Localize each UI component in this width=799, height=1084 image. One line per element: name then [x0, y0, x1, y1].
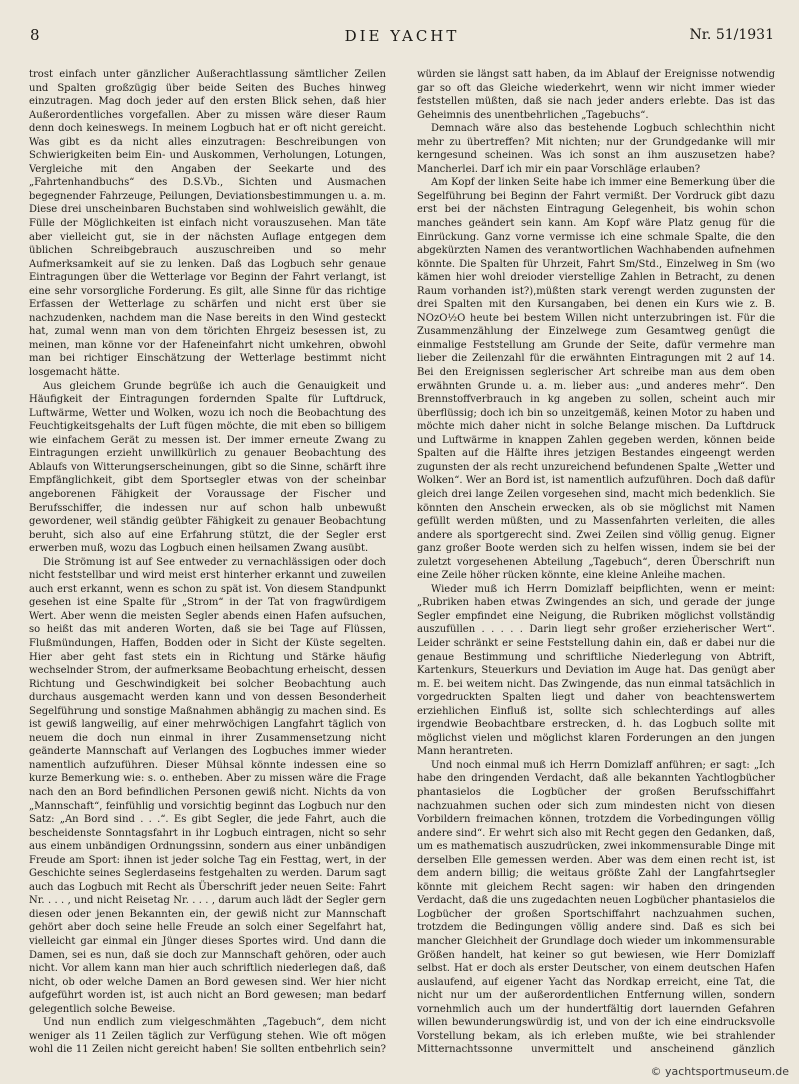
watermark: © yachtsportmuseum.de [650, 1065, 789, 1078]
paragraph: Die Strömung ist auf See entweder zu vernachlässigen oder doch nicht feststellbar und wird meist erst hinterher erkannt und zuweilen auch erst erkannt, wenn es schon zu spät ist. Von diesem Standpunkt gesehen ist eine Spalte für „Strom“ in der Tat von fragwürdigem Wert. Aber wenn die meisten Segler abends einen Hafen aufsuchen, so heißt das mit anderen Worten, daß sie bei Tage auf Flüssen, Flußmündungen, Haffen, Bodden oder in Sicht der Küste segelten. Hier aber geht fast stets ein in Richtung und Stärke häufig wechselnder Strom, der aufmerksame Beobachtung erheischt, dessen Richtung und Geschwindigkeit bei solcher Beobachtung auch durchaus ausgemacht werden kann und von dessen Besonderheit Segelführung und sonstige Maßnahmen abhängig zu machen sind. Es ist gewiß langweilig, auf einer mehrwöchigen Langfahrt täglich von neuem die doch nun einmal in ihrer Zusammensetzung nicht geänderte Mannschaft auf Verlangen des Logbuches immer wieder namentlich aufzuführen. Dieser Mühsal könnte indessen eine so kurze Bemerkung wie: s. o. entheben. Aber zu missen wäre die Frage nach den an Bord befindlichen Personen gewiß nicht. Nichts da von „Mannschaft“, feinfühlig und vorsichtig beginnt das Logbuch nur den Satz: „An Bord sind . . .“. Es gibt Segler, die jede Fahrt, auch die bescheidenste Sonntagsfahrt in ihr Logbuch eintragen, nicht so sehr aus einem unbändigen Ordnungssinn, sondern aus einer unbändigen Freude am Sport: ihnen ist jeder solche Tag ein Festtag, wert, in der Geschichte seines Seglerdaseins festgehalten zu werden. Darum sagt auch das Logbuch mit Recht als Überschrift jeder neuen Seite: Fahrt Nr. . . . , und nicht Reisetag Nr. . . . , darum auch lädt der Segler gern diesen oder jenen Bekannten ein, der gewiß nicht zur Mannschaft gehört aber doch seine helle Freude an solch einer Segelfahrt hat, vielleicht gar einmal ein Jünger dieses Sportes wird. Und dann die Damen, sei es nun, daß sie doch zur Mannschaft gehören, oder auch nicht. Vor allem kann man hier auch schriftlich niederlegen daß, daß nicht, ob oder welche Damen an Bord gewesen sind. Wer hier nicht aufgeführt worden ist, ist auch nicht an Bord gewesen; man bedarf gelegentlich solche Beweise. [29, 556, 386, 1015]
paragraph: Am Kopf der linken Seite habe ich immer eine Bemerkung über die Segelführung bei Beginn der Fahrt vermißt. Der Vordruck gibt dazu erst bei der nächsten Eintragung Gelegenheit, bis wohin schon manches geändert sein kann. Am Kopf wäre Platz genug für die Einrückung. Ganz vorne vermisse ich eine schmale Spalte, die den abgekürzten Namen des verantwortlichen Wachhabenden aufnehmen könnte. Die Spalten für Uhrzeit, Fahrt Sm/Std., Einzelweg in Sm (wo kämen hier wohl dreioder vierstellige Zahlen in Betracht, zu denen Raum vorhanden ist?),müßten stark verengt werden zugunsten der drei Spalten mit den Kursangaben, bei denen ein Kurs wie z. B. NOzO½O heute bei bestem Willen nicht unterzubringen ist. Für die Zusammenzählung der Einzelwege zum Gesamtweg genügt die einmalige Feststellung am Grunde der Seite, dafür vermehre man lieber die Zeilenzahl für die erwähnten Eintragungen mit 2 auf 14. Bei den Ereignissen seglerischer Art schreibe man aus dem oben erwähnten Grunde u. a. m. lieber aus: „und anderes mehr“. Den Brennstoffverbrauch in kg angeben zu sollen, scheint auch mir überflüssig; doch ich bin so unzeitgemäß, keinen Motor zu haben und möchte mich daher nicht in solche Belange mischen. Da Luftdruck und Luftwärme in knappen Zahlen gegeben werden, können beide Spalten auf die Hälfte ihres jetzigen Bestandes eingeengt werden zugunsten der als recht unzureichend befundenen Spalte „Wetter und Wolken“. Wer an Bord ist, ist namentlich aufzuführen. Doch daß dafür gleich drei lange Zeilen vorgesehen sind, macht mich bedenklich. Sie könnten den Anschein erwecken, als ob sie möglichst mit Namen gefüllt werden müßten, und zu Massenfahrten verleiten, die alles andere als sportgerecht sind. Zwei Zeilen sind völlig genug. Eigner ganz großer Boote werden sich zu helfen wissen, indem sie bei der zuletzt vorgesehenen Abteilung „Tagebuch“, deren Überschrift nun eine Zeile höher rücken könnte, eine kleine Anleihe machen. [417, 177, 775, 582]
page-header [30, 26, 774, 48]
paragraph: Demnach wäre also das bestehende Logbuch schlechthin nicht mehr zu übertreffen? Mit nichten; nur der Grundgedanke will mir kerngesund scheinen. Was ich sonst an ihm auszusetzen habe? Mancherlei. Darf ich mir ein paar Vorschläge erlauben? [417, 123, 775, 175]
page-number: 8 [30, 26, 40, 44]
paragraph: Wieder muß ich Herrn Domizlaff beipflichten, wenn er meint: „Rubriken haben etwas Zwingendes an sich, und gerade der junge Segler empfindet eine Neigung, die Rubriken möglichst vollständig auszufüllen . . . . . Darin liegt sehr großer erzieherischer Wert“. Leider schränkt er seine Feststellung dahin ein, daß er dabei nur die genaue Bestimmung und schriftliche Niederlegung von Abtrift, Kartenkurs, Steuerkurs und Deviation im Auge hat. Das genügt aber m. E. bei weitem nicht. Das Zwingende, das nun einmal tatsächlich in vorgedruckten Spalten liegt und daher von beachtenswertem erziehlichen Einfluß ist, sollte sich schlechterdings auf alles irgendwie Beobachtbare erstrecken, d. h. das Logbuch sollte mit möglichst vielen und möglichst klaren Forderungen an den jungen Mann herantreten. [417, 583, 775, 758]
issue-number: Nr. 51/1931 [689, 27, 774, 43]
paragraph: Aus gleichem Grunde begrüße ich auch die Genauigkeit und Häufigkeit der Eintragungen fordernden Spalte für Luftdruck, Luftwärme, Wetter und Wolken, wozu ich noch die Beobachtung des Feuchtigkeitsgehalts der Luft fügen möchte, die mit eben so billigem wie einfachem Gerät zu messen ist. Der immer erneute Zwang zu Eintragungen erzieht unwillkürlich zu genauer Beobachtung des Ablaufs von Witterungserscheinungen, gibt so die Sinne, schärft ihre Empfänglichkeit, gibt dem Sportsegler etwas von der scheinbar angeborenen Fähigkeit der Voraussage der Fischer und Berufsschiffer, die indessen nur auf schon halb unbewußt gewordener, weil ständig geübter Fähigkeit zu genauer Beobachtung beruht, sich also auf eine Erfahrung stützt, die der Segler erst erwerben muß, wozu das Logbuch einen heilsamen Zwang ausübt. [29, 380, 386, 555]
paragraph: würden sie längst satt haben, da im Ablauf der Ereignisse notwendig gar so oft das Gleiche wiederkehrt, wenn wir nicht immer wieder feststellen müßten, daß sie nach jeder anders erlebte. Das ist das Geheimnis des unentbehrlichen „Tagebuchs“. [417, 69, 775, 121]
magazine-title: DIE YACHT [344, 27, 460, 45]
left-column [29, 68, 386, 1058]
paragraph: trost einfach unter gänzlicher Außerachtlassung sämtlicher Zeilen und Spalten großzügig über beide Seiten des Buches hinweg einzutragen. Mag doch jeder auf den ersten Blick sehen, daß hier Außerordentliches vorgefallen. Aber zu missen wäre dieser Raum denn doch keineswegs. In meinem Logbuch hat er oft nicht gereicht. Was gibt es da nicht alles einzutragen: Beschreibungen von Schwierigkeiten beim Ein- und Auskommen, Verholungen, Lotungen, Vergleiche mit den Angaben der Seekarte und des „Fahrtenhandbuchs“ des D.S.Vb., Sichten und Ausmachen begegnender Fahrzeuge, Peilungen, Deviationsbestimmungen u. a. m. Diese drei unscheinbaren Buchstaben sind wohlweislich gewählt, die Fülle der Möglichkeiten ist einfach nicht vorauszusehen. Man täte aber vielleicht gut, sie in der nächsten Auflage entgegen dem üblichen Schreibgebrauch auszuschreiben und so mehr Aufmerksamkeit auf sie zu lenken. Daß das Logbuch sehr genaue Eintragungen über die Wetterlage vor Beginn der Fahrt verlangt, ist eine sehr vorsorgliche Forderung. Es gilt, alle Sinne für das richtige Erfassen der Wetterlage zu schärfen und nicht erst über sie nachzudenken, nachdem man die Nase bereits in den Wind gesteckt hat, zumal wenn man von dem törichten Ehrgeiz besessen ist, zu meinen, man könne vor der Hafeneinfahrt nicht umkehren, obwohl man bei richtiger Einschätzung der Wetterlage bestimmt nicht losgemacht hätte. [29, 69, 386, 379]
paragraph: Und noch einmal muß ich Herrn Domizlaff anführen; er sagt: „Ich habe den dringenden Verdacht, daß alle bekannten Yachtlogbücher phantasielos die Logbücher der großen Berufsschiffahrt nachzuahmen suchen oder sich zum mindesten nicht von diesen Vorbildern freimachen können, trotzdem die Vorbedingungen völlig andere sind“. Er wehrt sich also mit Recht gegen den Gedanken, daß, um es mathematisch auszudrücken, zwei inkommensurable Dinge mit derselben Elle gemessen werden. Aber was dem einen recht ist, ist dem andern billig; die weitaus größte Zahl der Langfahrtsegler könnte mit gleichem Recht sagen: wir haben den dringenden Verdacht, daß die uns zugedachten neuen Logbücher phantasielos die Logbücher der großen Sportschiffahrt nachzuahmen suchen, trotzdem die Bedingungen völlig andere sind. Daß es sich bei mancher Gleichheit der Grundlage doch wieder um inkommensurable Größen handelt, hat keiner so gut bewiesen, wie Herr Domizlaff selbst. Hat er doch als erster Deutscher, von einem deutschen Hafen auslaufend, auf eigener Yacht das Nordkap erreicht, eine Tat, die nicht nur um der außerordentlichen Entfernung willen, sondern vornehmlich auch um der hundertfältig dort lauernden Gefahren willen bewunderungswürdig ist, und von der ich eine eindrucksvolle Vorstellung bekam, als ich erleben mußte, wie bei strahlender Mitternachtssonne unvermittelt und anscheinend gänzlich [417, 759, 775, 1056]
paragraph: Und nun endlich zum vielgeschmähten „Tagebuch“, dem nicht weniger als 11 Zeilen täglich zur Verfügung stehen. Wie oft mögen wohl die 11 Zeilen nicht gereicht haben! Sie sollten entbehrlich sein? [29, 1017, 386, 1056]
right-column [417, 68, 775, 1058]
